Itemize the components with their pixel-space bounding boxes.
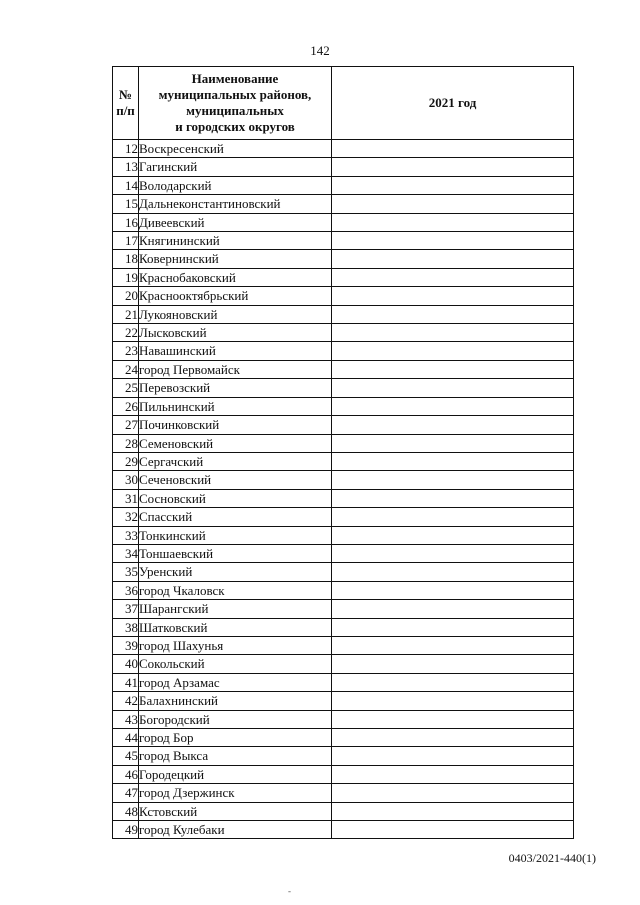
table-row	[113, 747, 574, 765]
year-value-cell	[332, 747, 574, 765]
table-row	[113, 471, 574, 489]
header-name-line: муниципальных районов,	[158, 87, 312, 102]
table-row	[113, 802, 574, 820]
year-value-cell	[332, 195, 574, 213]
district-name: Перевозский	[139, 379, 332, 397]
row-number: 21	[113, 305, 139, 323]
district-name: Володарский	[139, 176, 332, 194]
row-number: 17	[113, 232, 139, 250]
district-name: Лысковский	[139, 324, 332, 342]
district-name: Краснобаковский	[139, 268, 332, 286]
table-row	[113, 305, 574, 323]
row-number: 48	[113, 802, 139, 820]
table-row	[113, 710, 574, 728]
table-body	[113, 140, 574, 839]
year-value-cell	[332, 784, 574, 802]
row-number: 38	[113, 618, 139, 636]
districts-table	[112, 66, 574, 839]
year-value-cell	[332, 360, 574, 378]
document-code: 0403/2021-440(1)	[508, 851, 596, 865]
row-number: 15	[113, 195, 139, 213]
district-name: город Дзержинск	[139, 784, 332, 802]
row-number: 16	[113, 213, 139, 231]
row-number: 49	[113, 821, 139, 839]
district-name: Дивеевский	[139, 213, 332, 231]
table-row	[113, 729, 574, 747]
year-value-cell	[332, 158, 574, 176]
district-name: Починковский	[139, 416, 332, 434]
district-name: Балахнинский	[139, 692, 332, 710]
year-value-cell	[332, 416, 574, 434]
table-row	[113, 563, 574, 581]
year-value-cell	[332, 379, 574, 397]
year-value-cell	[332, 544, 574, 562]
year-value-cell	[332, 232, 574, 250]
district-name: Тоншаевский	[139, 544, 332, 562]
row-number: 44	[113, 729, 139, 747]
row-number: 32	[113, 508, 139, 526]
year-value-cell	[332, 655, 574, 673]
row-number: 47	[113, 784, 139, 802]
table-row	[113, 434, 574, 452]
year-value-cell	[332, 821, 574, 839]
district-name: Дальнеконстантиновский	[139, 195, 332, 213]
district-name: Семеновский	[139, 434, 332, 452]
district-name: город Кулебаки	[139, 821, 332, 839]
year-value-cell	[332, 268, 574, 286]
bottom-mark: -	[288, 886, 291, 896]
row-number: 20	[113, 287, 139, 305]
row-number: 18	[113, 250, 139, 268]
year-value-cell	[332, 802, 574, 820]
year-value-cell	[332, 600, 574, 618]
district-name: Навашинский	[139, 342, 332, 360]
page-number: 142	[310, 43, 330, 58]
table-row	[113, 195, 574, 213]
table-row	[113, 489, 574, 507]
year-value-cell	[332, 508, 574, 526]
table-row	[113, 544, 574, 562]
row-number: 33	[113, 526, 139, 544]
table-row	[113, 692, 574, 710]
district-name: Лукояновский	[139, 305, 332, 323]
district-name: город Первомайск	[139, 360, 332, 378]
year-value-cell	[332, 563, 574, 581]
district-name: Княгининский	[139, 232, 332, 250]
table-header-row	[113, 67, 574, 140]
district-name: Воскресенский	[139, 140, 332, 158]
row-number: 46	[113, 765, 139, 783]
year-value-cell	[332, 581, 574, 599]
row-number: 25	[113, 379, 139, 397]
header-number: № п/п	[113, 67, 139, 140]
row-number: 27	[113, 416, 139, 434]
row-number: 30	[113, 471, 139, 489]
row-number: 41	[113, 673, 139, 691]
year-value-cell	[332, 397, 574, 415]
year-value-cell	[332, 489, 574, 507]
table-row	[113, 508, 574, 526]
district-name: Пильнинский	[139, 397, 332, 415]
district-name: Краснооктябрьский	[139, 287, 332, 305]
year-value-cell	[332, 140, 574, 158]
year-value-cell	[332, 729, 574, 747]
table-row	[113, 784, 574, 802]
district-name: город Бор	[139, 729, 332, 747]
row-number: 24	[113, 360, 139, 378]
row-number: 12	[113, 140, 139, 158]
year-value-cell	[332, 324, 574, 342]
table-row	[113, 397, 574, 415]
year-value-cell	[332, 692, 574, 710]
table-row	[113, 140, 574, 158]
table-row	[113, 618, 574, 636]
year-value-cell	[332, 287, 574, 305]
year-value-cell	[332, 305, 574, 323]
table-row	[113, 526, 574, 544]
table-row	[113, 600, 574, 618]
row-number: 36	[113, 581, 139, 599]
header-name-line: и городских округов	[175, 119, 295, 134]
table-row	[113, 452, 574, 470]
district-name: Шарангский	[139, 600, 332, 618]
row-number: 37	[113, 600, 139, 618]
row-number: 42	[113, 692, 139, 710]
row-number: 43	[113, 710, 139, 728]
district-name: город Чкаловск	[139, 581, 332, 599]
district-name: Ковернинский	[139, 250, 332, 268]
district-name: Сергачский	[139, 452, 332, 470]
table-row	[113, 636, 574, 654]
table-row	[113, 379, 574, 397]
year-value-cell	[332, 673, 574, 691]
district-name: Спасский	[139, 508, 332, 526]
row-number: 40	[113, 655, 139, 673]
year-value-cell	[332, 636, 574, 654]
year-value-cell	[332, 434, 574, 452]
district-name: Кстовский	[139, 802, 332, 820]
year-value-cell	[332, 250, 574, 268]
table-row	[113, 416, 574, 434]
table-row	[113, 250, 574, 268]
district-name: Тонкинский	[139, 526, 332, 544]
table-row	[113, 213, 574, 231]
year-value-cell	[332, 526, 574, 544]
table-row	[113, 324, 574, 342]
row-number: 34	[113, 544, 139, 562]
row-number: 22	[113, 324, 139, 342]
row-number: 26	[113, 397, 139, 415]
year-value-cell	[332, 471, 574, 489]
district-name: Уренский	[139, 563, 332, 581]
row-number: 19	[113, 268, 139, 286]
year-value-cell	[332, 710, 574, 728]
year-value-cell	[332, 618, 574, 636]
table-row	[113, 581, 574, 599]
table-row	[113, 360, 574, 378]
header-name-line: муниципальных	[186, 103, 284, 118]
district-name: город Шахунья	[139, 636, 332, 654]
header-name	[139, 67, 332, 140]
table-row	[113, 765, 574, 783]
district-name: Сосновский	[139, 489, 332, 507]
year-value-cell	[332, 342, 574, 360]
row-number: 45	[113, 747, 139, 765]
table-row	[113, 655, 574, 673]
table-row	[113, 342, 574, 360]
table-row	[113, 158, 574, 176]
table-row	[113, 268, 574, 286]
row-number: 28	[113, 434, 139, 452]
header-name-line: Наименование	[191, 71, 279, 86]
year-value-cell	[332, 765, 574, 783]
district-name: Сокольский	[139, 655, 332, 673]
row-number: 23	[113, 342, 139, 360]
year-value-cell	[332, 213, 574, 231]
district-name: Шатковский	[139, 618, 332, 636]
header-year: 2021 год	[332, 67, 574, 140]
row-number: 39	[113, 636, 139, 654]
row-number: 35	[113, 563, 139, 581]
district-name: Городецкий	[139, 765, 332, 783]
table-row	[113, 287, 574, 305]
district-name: Гагинский	[139, 158, 332, 176]
district-name: Богородский	[139, 710, 332, 728]
table-row	[113, 821, 574, 839]
row-number: 13	[113, 158, 139, 176]
row-number: 29	[113, 452, 139, 470]
table-row	[113, 232, 574, 250]
year-value-cell	[332, 176, 574, 194]
row-number: 14	[113, 176, 139, 194]
table-row	[113, 176, 574, 194]
year-value-cell	[332, 452, 574, 470]
district-name: город Выкса	[139, 747, 332, 765]
district-name: город Арзамас	[139, 673, 332, 691]
district-name: Сеченовский	[139, 471, 332, 489]
row-number: 31	[113, 489, 139, 507]
table-row	[113, 673, 574, 691]
